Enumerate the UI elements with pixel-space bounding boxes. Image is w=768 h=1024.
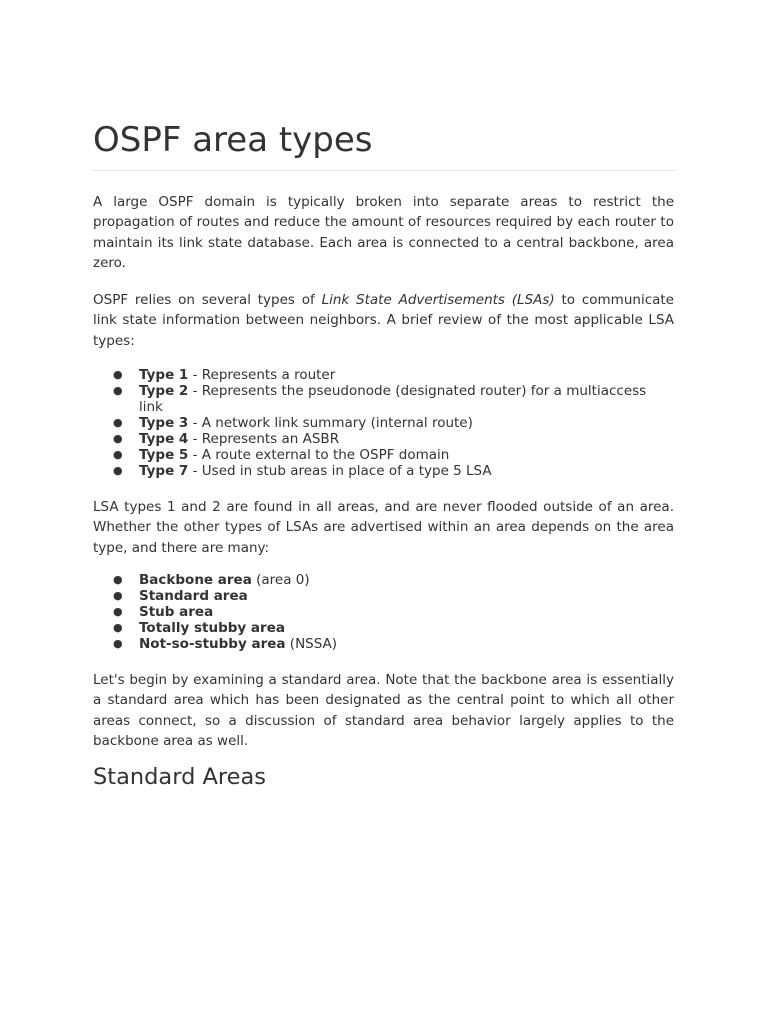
bullet-icon: ●	[113, 464, 123, 477]
bullet-icon: ●	[113, 605, 123, 618]
bullet-icon: ●	[113, 416, 123, 429]
section-heading: Standard Areas	[93, 764, 267, 790]
lsa-emphasis: Link State Advertisements (LSAs)	[321, 292, 555, 308]
list-item	[93, 572, 674, 588]
bullet-icon: ●	[113, 589, 123, 602]
area-type-list	[93, 572, 674, 652]
list-item	[93, 588, 674, 604]
area-type-desc: (area 0)	[251, 572, 310, 588]
lsa-type-desc: - A network link summary (internal route)	[188, 415, 473, 431]
page-title: OSPF area types	[93, 120, 373, 160]
lsa-type-desc: - Represents a router	[188, 367, 336, 383]
lsa-paragraph-text-before: OSPF relies on several types of	[93, 292, 322, 308]
lsa-type-list	[93, 367, 674, 479]
area-type-term: Not-so-stubby area	[139, 636, 286, 652]
list-item	[93, 463, 674, 479]
lsa-type-desc: - A route external to the OSPF domain	[188, 447, 450, 463]
intro-paragraph: A large OSPF domain is typically broken into separate areas to restrict the propagation of routes and reduce the amount of resources required by each router to maintain its link state database. Each area is connected to a central backbone, area zero.	[93, 194, 674, 271]
lsa-type-term: Type 1	[139, 367, 189, 383]
list-item	[93, 415, 674, 431]
bullet-icon: ●	[113, 384, 123, 397]
area-type-desc: (NSSA)	[285, 636, 338, 652]
title-divider	[93, 170, 675, 171]
bullet-icon: ●	[113, 368, 123, 381]
bullet-icon: ●	[113, 448, 123, 461]
list-item	[93, 431, 674, 447]
bullet-icon: ●	[113, 637, 123, 650]
list-item	[93, 383, 674, 415]
lsa-paragraph-text-after: to communicate link state information between neighbors. A brief review of the most applicable LSA types:	[93, 292, 674, 349]
list-item	[93, 636, 674, 652]
areas-paragraph: LSA types 1 and 2 are found in all areas, and are never flooded outside of an area. Whether the other types of LSAs are advertised within an area depends on the area type, and there are many:	[93, 499, 674, 556]
standard-area-paragraph: Let's begin by examining a standard area. Note that the backbone area is essentially a standard area which has been designated as the central point to which all other areas connect, so a discussion of standard area behavior largely applies to the backbone area as well.	[93, 672, 674, 749]
lsa-type-desc: - Used in stub areas in place of a type 5 LSA	[188, 463, 492, 479]
lsa-type-term: Type 5	[139, 447, 189, 463]
lsa-paragraph	[93, 290, 674, 351]
lsa-type-term: Type 7	[139, 463, 189, 479]
lsa-type-term: Type 2	[139, 383, 189, 399]
bullet-icon: ●	[113, 432, 123, 445]
list-item	[93, 367, 674, 383]
list-item	[93, 447, 674, 463]
lsa-type-desc: - Represents an ASBR	[188, 431, 340, 447]
list-item	[93, 620, 674, 636]
lsa-type-term: Type 3	[139, 415, 189, 431]
lsa-type-desc: - Represents the pseudonode (designated router) for a multiaccess link	[139, 383, 647, 415]
area-type-term: Stub area	[139, 604, 214, 620]
area-type-term: Standard area	[139, 588, 248, 604]
lsa-type-term: Type 4	[139, 431, 189, 447]
bullet-icon: ●	[113, 573, 123, 586]
area-type-term: Backbone area	[139, 572, 252, 588]
bullet-icon: ●	[113, 621, 123, 634]
area-type-term: Totally stubby area	[139, 620, 285, 636]
list-item	[93, 604, 674, 620]
